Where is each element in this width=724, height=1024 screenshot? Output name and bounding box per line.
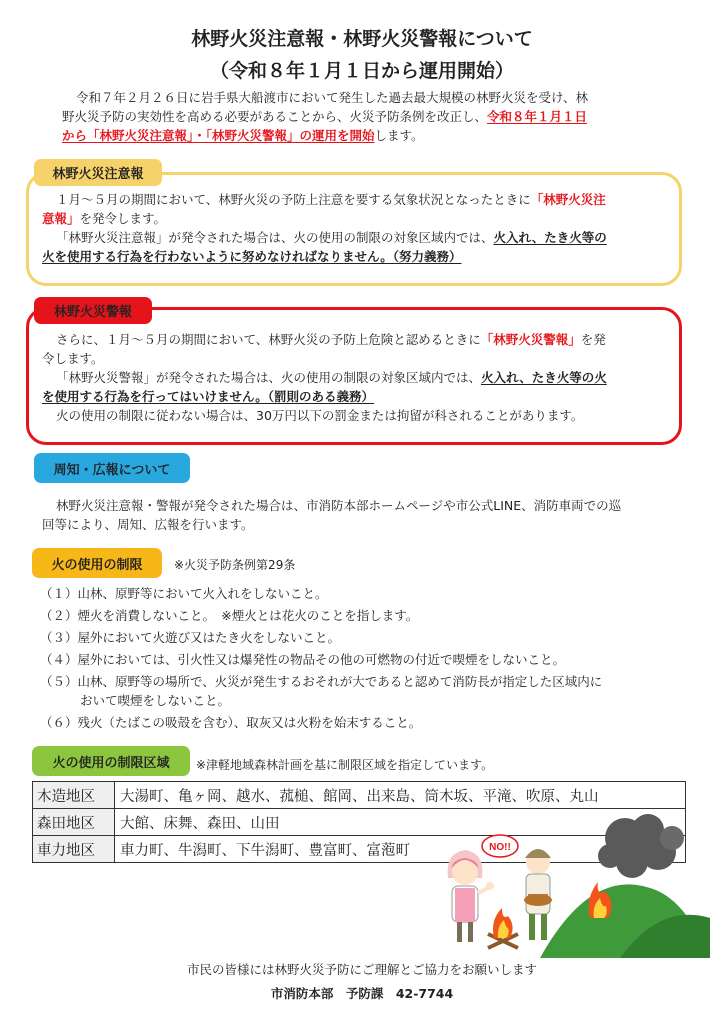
publicity-line-1: 林野火災注意報・警報が発令された場合は、市消防本部ホームページや市公式LINE、消防車両での巡 (56, 498, 622, 513)
woman-figure-icon (448, 850, 494, 942)
area-note: ※津軽地域森林計画を基に制限区域を指定しています。 (196, 758, 494, 772)
towns-cell: 車力町、牛潟町、下牛潟町、豊富町、富萢町 (115, 836, 686, 863)
page-subtitle: （令和８年１月１日から運用開始） (209, 60, 514, 82)
towns-cell: 大湯町、亀ヶ岡、越水、菰槌、館岡、出来島、筒木坂、平滝、吹原、丸山 (115, 782, 686, 809)
restriction-list (40, 584, 690, 732)
hill-fire-icon (589, 882, 612, 918)
warning-line-5: 火の使用の制限に従わない場合は、30万円以下の罰金または拘留が科されることがあります。 (56, 408, 584, 423)
footer-message: 市民の皆様には林野火災予防にご理解とご協力をお願いします (186, 962, 537, 977)
district-cell: 森田地区 (33, 809, 115, 836)
warning-text (42, 330, 662, 425)
district-cell: 車力地区 (33, 836, 115, 863)
list-item: （６）残火（たばこの吸殻を含む）、取灰又は火粉を始末すること。 (40, 715, 422, 730)
list-item: （５）山林、原野等の場所で、火災が発生するおそれが大であると認めて消防長が指定した区域内に (40, 674, 603, 689)
intro-highlight-start: から「林野火災注意報」・「林野火災警報」の運用を開始 (62, 128, 375, 143)
advisory-text-a: １月～５月の期間において、林野火災の予防上注意を要する気象状況となったときに (56, 192, 531, 207)
list-item-continued: おいて喫煙をしないこと。 (80, 693, 231, 708)
advisory-name-red-2: 意報」 (42, 211, 80, 226)
page-title: 林野火災注意報・林野火災警報について (191, 28, 533, 50)
advisory-name-red: 「林野火災注 (530, 192, 606, 207)
list-item: （２）煙火を消費しないこと。 ※煙火とは花火のことを指します。 (40, 608, 419, 623)
list-item: （４）屋外においては、引火性又は爆発性の物品その他の可燃物の付近で喫煙をしないこと。 (40, 652, 566, 667)
towns-cell: 大館、床舞、森田、山田 (115, 809, 686, 836)
intro-line-1: 令和７年２月２６日に岩手県大船渡市において発生した過去最大規模の林野火災を受け、林 (76, 90, 589, 105)
intro-line-2 (62, 107, 682, 126)
intro-line-3 (62, 126, 682, 145)
warning-name-red: 「林野火災警報」 (480, 332, 581, 347)
warning-duty-2: を使用する行為を行ってはいけません。（罰則のある義務） (42, 389, 375, 404)
publicity-text (42, 496, 682, 534)
advisory-line-1 (42, 190, 662, 209)
intro-paragraph (62, 88, 682, 145)
fire-prevention-illustration (420, 808, 710, 958)
warning-text-c: 「林野火災警報」が発令された場合は、火の使用の制限の対象区域内では、 (56, 370, 482, 385)
warning-line-2: 令します。 (42, 351, 104, 366)
restriction-note: ※火災予防条例第29条 (174, 558, 296, 572)
advisory-text (42, 190, 662, 266)
table-row (33, 782, 686, 809)
advisory-line-3 (42, 228, 662, 247)
warning-tag: 林野火災警報 (34, 297, 152, 324)
district-cell: 木造地区 (33, 782, 115, 809)
intro-highlight-date: 令和８年１月１日 (487, 109, 588, 124)
speech-bubble (482, 835, 518, 857)
warning-line-1 (42, 330, 662, 349)
bubble-text: NO!! (489, 842, 511, 853)
warning-line-4 (42, 387, 662, 406)
advisory-text-b: を発令します。 (79, 211, 167, 226)
smoke-icon (598, 814, 684, 878)
advisory-line-2 (42, 209, 662, 228)
footer-contact: 市消防本部 予防課 42-7744 (270, 986, 454, 1001)
advisory-line-4 (42, 247, 662, 266)
restriction-tag: 火の使用の制限 (32, 548, 162, 578)
warning-line-3 (42, 368, 662, 387)
advisory-duty-2: 火を使用する行為を行わないように努めなければなりません。（努力義務） (42, 249, 462, 264)
warning-text-b: を発 (580, 332, 606, 347)
warning-duty-1: 火入れ、たき火等の火 (481, 370, 607, 385)
publicity-line-2: 回等により、周知、広報を行います。 (42, 517, 254, 532)
list-item: （１）山林、原野等において火入れをしないこと。 (40, 586, 328, 601)
area-tag: 火の使用の制限区域 (32, 746, 190, 776)
advisory-text-c: 「林野火災注意報」が発令された場合は、火の使用の制限の対象区域内では、 (56, 230, 494, 245)
publicity-tag: 周知・広報について (34, 453, 190, 483)
advisory-tag: 林野火災注意報 (34, 159, 162, 186)
man-figure-icon (524, 849, 552, 940)
intro-text-end: します。 (374, 128, 424, 143)
advisory-duty-1: 火入れ、たき火等の (493, 230, 607, 245)
list-item: （３）屋外において火遊び又はたき火をしないこと。 (40, 630, 341, 645)
campfire-icon (488, 908, 518, 948)
warning-text-a: さらに、１月～５月の期間において、林野火災の予防上危険と認めるときに (56, 332, 481, 347)
intro-text: 野火災予防の実効性を高める必要があることから、火災予防条例を改正し、 (62, 109, 488, 124)
